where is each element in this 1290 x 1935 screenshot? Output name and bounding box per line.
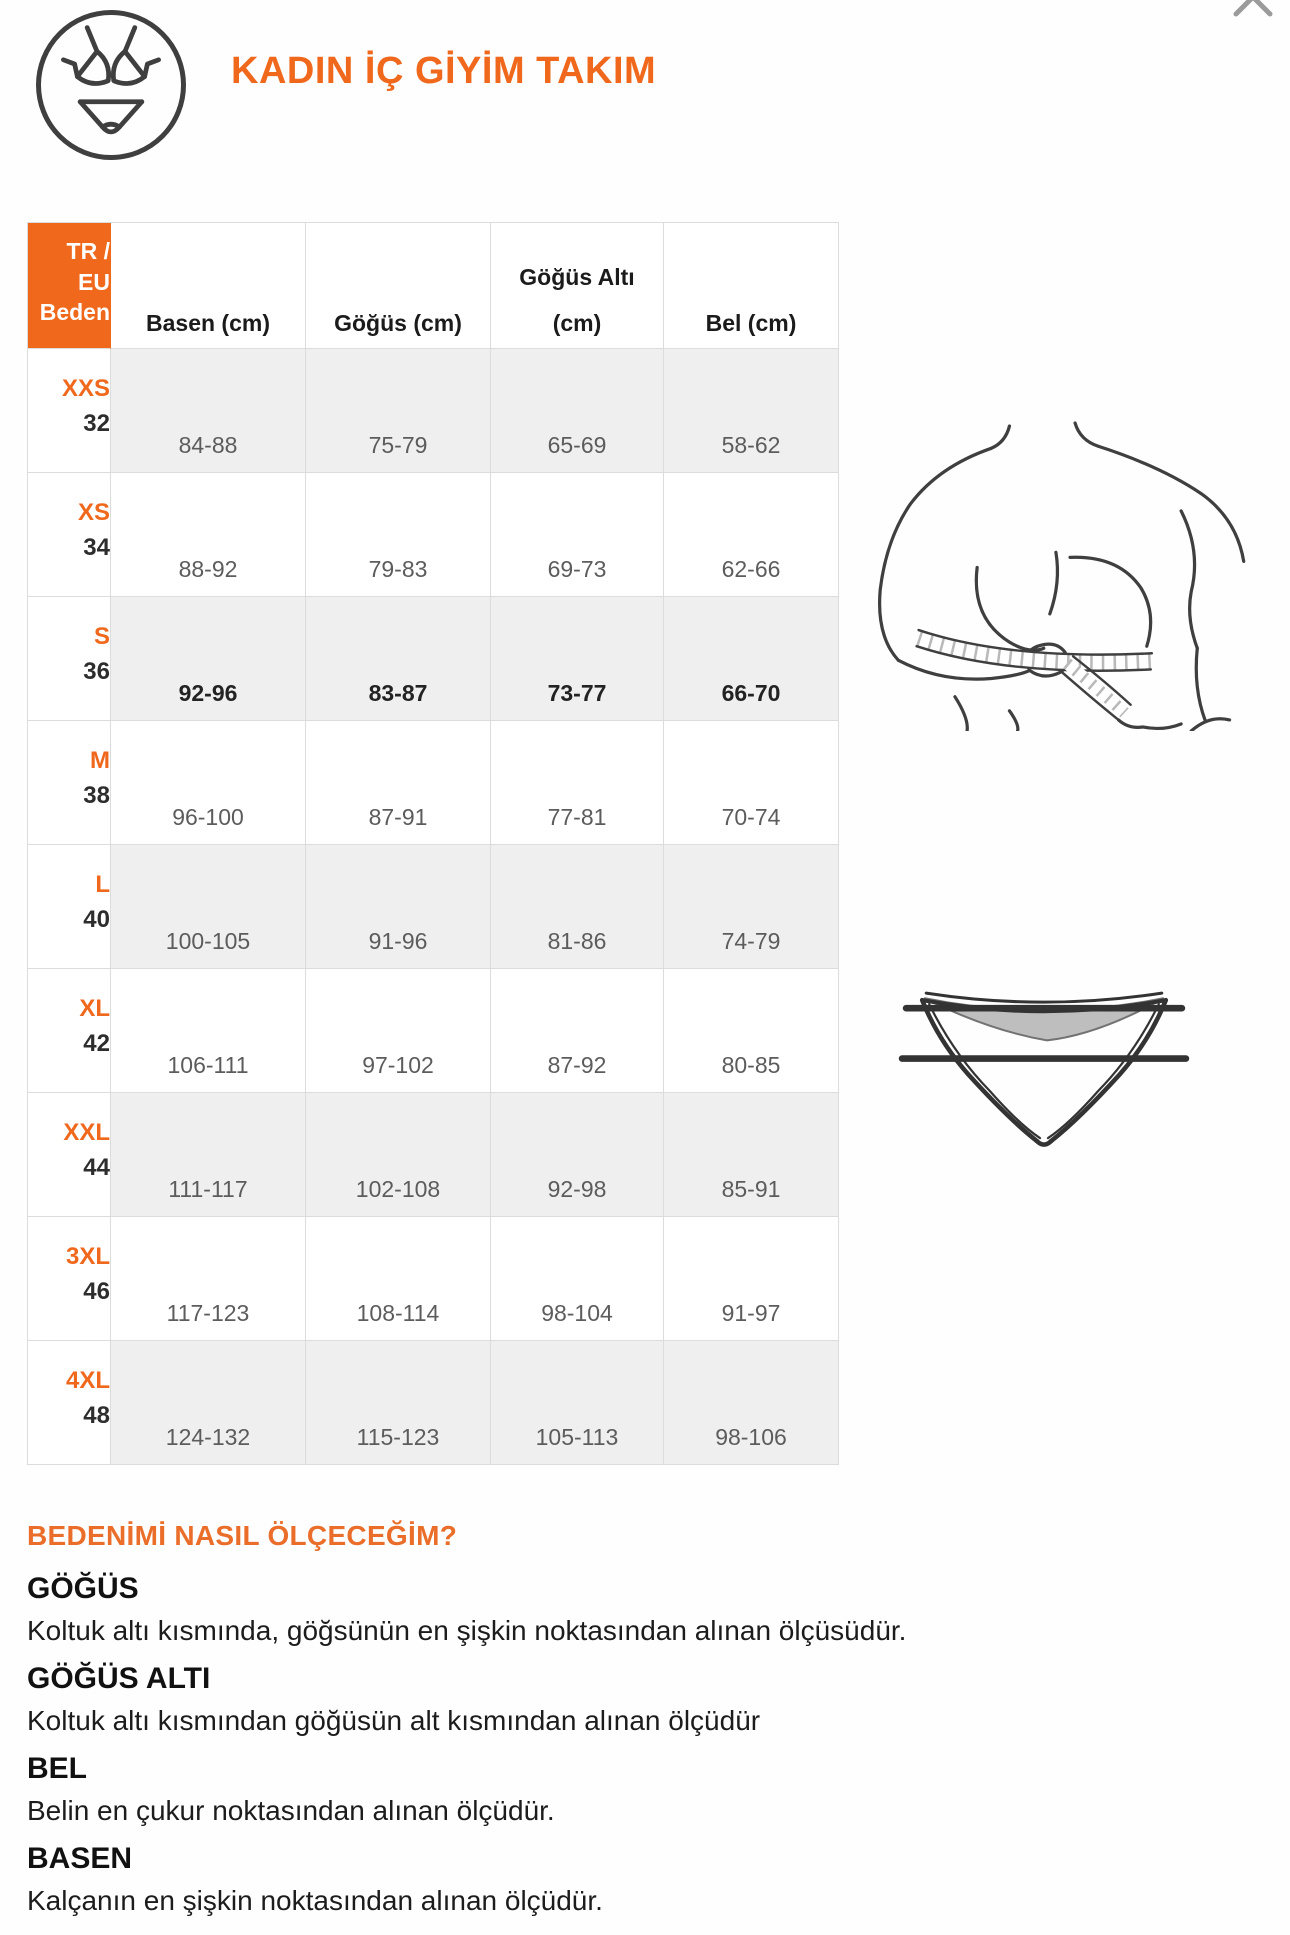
size-cell	[28, 473, 111, 597]
measurement-cell: 92-96	[111, 597, 306, 721]
measurement-cell: 74-79	[664, 845, 839, 969]
measurement-cell: 98-104	[491, 1217, 664, 1341]
measurement-cell: 115-123	[306, 1341, 491, 1465]
measure-label-bel: BEL	[27, 1752, 87, 1785]
size-label: L	[95, 870, 110, 898]
measurement-cell: 66-70	[664, 597, 839, 721]
eu-size-label: 40	[83, 905, 110, 933]
size-cell	[28, 349, 111, 473]
measure-text-basen: Kalçanın en şişkin noktasından alınan ölçüdür.	[27, 1885, 603, 1916]
eu-size-label: 36	[83, 657, 110, 685]
column-header-gogus-alti: Göğüs Altı (cm)	[491, 223, 664, 349]
size-label: 4XL	[65, 1366, 110, 1394]
measurement-cell: 79-83	[306, 473, 491, 597]
size-header-line2: EU	[78, 268, 110, 295]
size-label: XS	[77, 498, 110, 526]
measure-text-gogus-alti: Koltuk altı kısmından göğüsün alt kısmından alınan ölçüdür	[27, 1705, 761, 1736]
size-label: S	[93, 622, 110, 650]
how-to-measure-section	[27, 1520, 1267, 1932]
size-label: XXL	[63, 1118, 110, 1146]
measurement-cell: 87-92	[491, 969, 664, 1093]
close-icon	[1228, 0, 1278, 22]
table-row	[28, 597, 839, 721]
how-to-measure-title: BEDENİMİ NASIL ÖLÇECEĞİM?	[27, 1520, 458, 1551]
table-row	[28, 1093, 839, 1217]
size-header-line1: TR /	[66, 238, 110, 265]
size-table-body	[28, 349, 839, 1465]
bra-panty-icon	[41, 15, 181, 155]
size-cell	[28, 597, 111, 721]
measurement-cell: 62-66	[664, 473, 839, 597]
measurement-cell: 92-98	[491, 1093, 664, 1217]
size-cell	[28, 1341, 111, 1465]
table-row	[28, 969, 839, 1093]
measurement-cell: 105-113	[491, 1341, 664, 1465]
measurement-cell: 88-92	[111, 473, 306, 597]
how-to-measure-items	[27, 1572, 1267, 1917]
size-label: M	[90, 746, 110, 774]
size-label: XXS	[61, 374, 110, 402]
hip-measurement-illustration	[898, 978, 1190, 1154]
measurement-cell: 58-62	[664, 349, 839, 473]
measurement-cell: 111-117	[111, 1093, 306, 1217]
size-table-header	[28, 223, 839, 349]
measurement-cell: 75-79	[306, 349, 491, 473]
size-label: XL	[79, 994, 110, 1022]
measurement-cell: 106-111	[111, 969, 306, 1093]
measurement-cell: 87-91	[306, 721, 491, 845]
measurement-cell: 102-108	[306, 1093, 491, 1217]
measurement-cell: 85-91	[664, 1093, 839, 1217]
eu-size-label: 44	[83, 1153, 110, 1181]
table-row	[28, 845, 839, 969]
size-cell	[28, 1093, 111, 1217]
measurement-cell: 97-102	[306, 969, 491, 1093]
table-row	[28, 1217, 839, 1341]
column-header-basen: Basen (cm)	[111, 223, 306, 349]
size-cell	[28, 969, 111, 1093]
measurement-cell: 117-123	[111, 1217, 306, 1341]
measurement-cell: 70-74	[664, 721, 839, 845]
size-cell	[28, 1217, 111, 1341]
measurement-cell: 124-132	[111, 1341, 306, 1465]
eu-size-label: 38	[83, 781, 110, 809]
measurement-cell: 65-69	[491, 349, 664, 473]
measurement-cell: 108-114	[306, 1217, 491, 1341]
measurement-cell: 80-85	[664, 969, 839, 1093]
size-column-header	[28, 223, 111, 349]
size-header-line3: Beden	[39, 299, 110, 326]
size-table	[27, 222, 839, 1465]
size-label: 3XL	[65, 1242, 110, 1270]
eu-size-label: 46	[83, 1277, 110, 1305]
measure-label-gogus-alti: GÖĞÜS ALTI	[27, 1662, 211, 1695]
column-header-gogus: Göğüs (cm)	[306, 223, 491, 349]
measurement-cell: 77-81	[491, 721, 664, 845]
eu-size-label: 34	[83, 533, 110, 561]
measure-label-basen: BASEN	[27, 1842, 133, 1875]
measurement-cell: 100-105	[111, 845, 306, 969]
table-row	[28, 1341, 839, 1465]
panty-drawing-icon	[898, 978, 1190, 1154]
lingerie-category-icon	[36, 10, 186, 160]
measurement-cell: 84-88	[111, 349, 306, 473]
table-row	[28, 721, 839, 845]
measurement-cell: 96-100	[111, 721, 306, 845]
table-row	[28, 473, 839, 597]
close-button[interactable]	[1228, 0, 1278, 22]
measurement-cell: 69-73	[491, 473, 664, 597]
column-header-bel: Bel (cm)	[664, 223, 839, 349]
bust-measurement-drawing-icon	[858, 418, 1272, 731]
eu-size-label: 48	[83, 1401, 110, 1429]
eu-size-label: 32	[83, 409, 110, 437]
size-cell	[28, 845, 111, 969]
measurement-cell: 91-96	[306, 845, 491, 969]
measurement-cell: 73-77	[491, 597, 664, 721]
measurement-cell: 91-97	[664, 1217, 839, 1341]
eu-size-label: 42	[83, 1029, 110, 1057]
measurement-cell: 98-106	[664, 1341, 839, 1465]
table-row	[28, 349, 839, 473]
measurement-cell: 81-86	[491, 845, 664, 969]
measure-text-gogus: Koltuk altı kısmında, göğsünün en şişkin noktasından alınan ölçüsüdür.	[27, 1615, 907, 1646]
measurement-cell: 83-87	[306, 597, 491, 721]
page-title: KADIN İÇ GİYİM TAKIM	[231, 50, 657, 92]
measure-text-bel: Belin en çukur noktasından alınan ölçüdür.	[27, 1795, 555, 1826]
size-cell	[28, 721, 111, 845]
bust-measurement-illustration	[858, 418, 1272, 730]
measure-label-gogus: GÖĞÜS	[27, 1572, 139, 1605]
